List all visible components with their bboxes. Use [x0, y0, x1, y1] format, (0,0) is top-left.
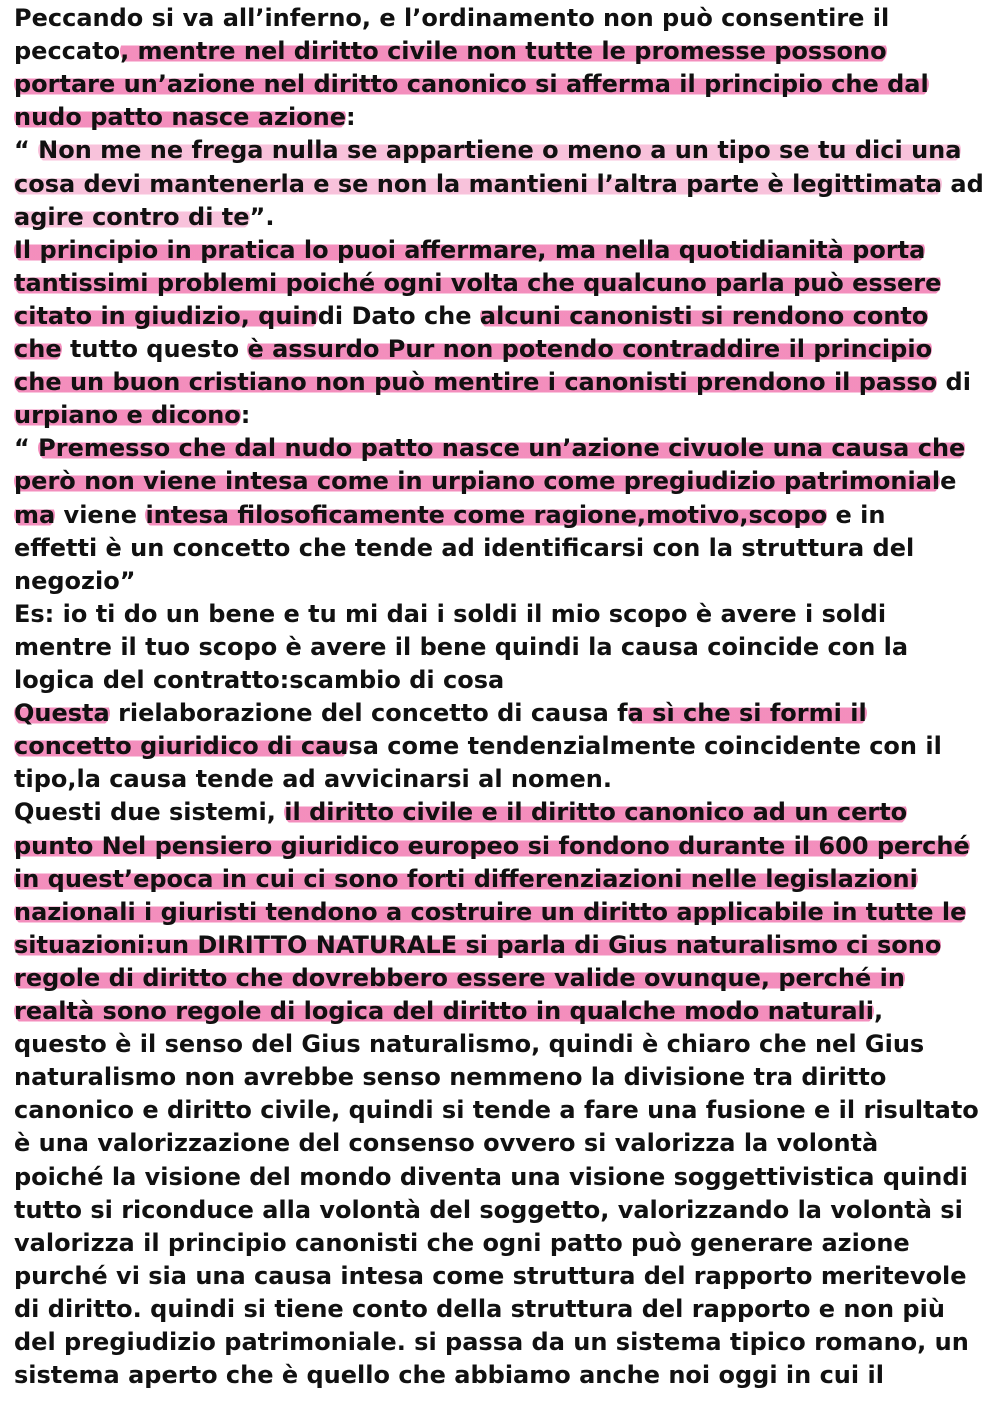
text-segment: valorizza il principio canonisti che ogni patto può generare azione	[14, 1228, 910, 1257]
text-line	[14, 1161, 968, 1194]
text-line	[14, 101, 356, 134]
text-line	[14, 1227, 910, 1260]
text-line	[14, 1326, 969, 1359]
highlighted-text: citato in giudizio, quin	[14, 301, 318, 330]
text-segment: sa come tendenzialmente coincidente con il	[348, 732, 942, 761]
highlighted-text: che un buon cristiano non può mentire i canonisti prendono il passo	[14, 368, 938, 397]
highlighted-text: urpiano e dicono	[14, 401, 241, 430]
text-segment: di diritto. quindi si tiene conto della struttura del rapporto e non più	[14, 1294, 945, 1323]
text-segment: viene	[55, 500, 146, 529]
text-segment: purché vi sia una causa intesa come struttura del rapporto meritevole	[14, 1261, 967, 1290]
text-segment: “	[14, 136, 39, 165]
text-segment: Es: io ti do un bene e tu mi dai i soldi il mio scopo è avere i soldi	[14, 599, 887, 628]
highlighted-text: cosa devi mantenerla e se non la mantieni l’altra parte è legittimata	[14, 169, 943, 198]
text-segment: di	[937, 368, 971, 397]
text-segment: negozio”	[14, 566, 136, 595]
highlighted-text: realtà sono regole di logica del diritto in qualche modo naturali	[14, 997, 875, 1025]
text-segment: tutto questo	[61, 335, 248, 363]
highlighted-text: ma	[14, 500, 56, 529]
text-line	[14, 1359, 884, 1392]
text-segment: :	[346, 103, 356, 132]
text-line	[14, 35, 887, 68]
highlighted-text: nazionali i giuristi tendono a costruire un diritto applicabile in tutte le	[14, 897, 967, 926]
text-segment: peccato	[14, 37, 121, 66]
text-line	[14, 896, 966, 929]
text-line	[14, 68, 929, 101]
text-line	[14, 168, 984, 201]
text-line	[14, 1260, 967, 1293]
text-line	[14, 995, 883, 1028]
text-line	[14, 598, 886, 631]
highlighted-text: , mentre nel diritto civile non tutte le promesse possono	[120, 37, 887, 66]
highlighted-text: però non viene intesa come in urpiano come pregiudizio patrimonial	[14, 467, 941, 496]
highlighted-text: situazioni:un DIRITTO NATURALE si parla di Gius naturalismo ci sono	[14, 930, 942, 959]
highlighted-text: intesa filosoficamente come ragione,motivo,scopo	[145, 500, 828, 529]
text-line	[14, 863, 918, 896]
text-line	[14, 399, 250, 432]
highlighted-text: Il principio in pratica lo puoi affermare, ma nella quotidianità porta	[14, 235, 926, 264]
text-segment: mentre il tuo scopo è avere il bene quindi la causa coincide con la	[14, 632, 909, 661]
highlighted-text: alcuni canonisti si rendono conto	[479, 301, 929, 330]
text-line	[14, 962, 905, 995]
text-line	[14, 1028, 924, 1061]
text-segment: tipo,la causa tende ad avvicinarsi al nomen.	[14, 765, 612, 794]
text-segment: questo è il senso del Gius naturalismo, quindi è chiaro che nel Gius	[14, 1030, 925, 1059]
text-line	[14, 366, 971, 399]
text-line	[14, 929, 941, 962]
highlighted-text: concetto giuridico di cau	[14, 732, 349, 761]
text-segment: e	[940, 467, 957, 496]
text-line	[14, 830, 970, 863]
text-line	[14, 664, 504, 697]
text-line	[14, 631, 908, 664]
text-line	[14, 333, 932, 366]
highlighted-text: nudo patto nasce azione	[14, 103, 347, 132]
text-line	[14, 1293, 945, 1326]
highlighted-text: tantissimi problemi poiché ogni volta che qualcuno parla può essere	[14, 268, 942, 297]
highlighted-text: Premesso che dal nudo patto nasce un’azione civuole una causa che	[38, 434, 966, 463]
highlighted-text: il diritto civile e il diritto canonico ad un certo	[284, 798, 908, 827]
text-segment: di Dato che	[317, 301, 480, 330]
text-segment: canonico e diritto civile, quindi si tende a fare una fusione e il risultato	[14, 1096, 979, 1125]
highlighted-text: che	[14, 335, 62, 363]
text-segment: del pregiudizio patrimoniale. si passa da un sistema tipico romano, un	[14, 1328, 969, 1356]
text-line	[14, 201, 274, 234]
text-line	[14, 432, 965, 465]
text-line	[14, 1127, 878, 1160]
text-segment: poiché la visione del mondo diventa una visione soggettivistica quindi	[14, 1162, 968, 1191]
text-line	[14, 565, 136, 598]
text-segment: ad	[942, 169, 984, 198]
highlighted-text: portare un’azione nel diritto canonico si afferma il principio che dal	[14, 70, 929, 99]
text-line	[14, 465, 956, 498]
text-line	[14, 499, 886, 532]
highlighted-text: agire contro di te	[14, 202, 250, 231]
text-segment: ,	[874, 997, 884, 1025]
text-line	[14, 796, 907, 829]
text-segment: rielaborazione del concetto di causa f	[109, 699, 628, 728]
text-line	[14, 234, 925, 267]
text-segment: e in	[827, 500, 886, 529]
text-line	[14, 300, 928, 333]
text-line	[14, 532, 914, 565]
text-line	[14, 763, 612, 796]
text-segment: sistema aperto che è quello che abbiamo anche noi oggi in cui il	[14, 1361, 884, 1390]
text-segment: Questi due sistemi,	[14, 798, 285, 827]
text-line	[14, 1094, 979, 1127]
text-segment: logica del contratto:scambio di cosa	[14, 666, 505, 694]
text-segment: tutto si riconduce alla volontà del soggetto, valorizzando la volontà si	[14, 1195, 963, 1224]
text-line	[14, 267, 941, 300]
text-line	[14, 697, 867, 730]
text-segment: ”.	[249, 202, 275, 231]
text-segment: è una valorizzazione del consenso ovvero si valorizza la volontà	[14, 1129, 879, 1158]
highlighted-text: regole di diritto che dovrebbero essere valide ovunque, perché in	[14, 963, 905, 992]
text-line	[14, 134, 961, 167]
text-segment: :	[240, 401, 251, 430]
text-line	[14, 1061, 886, 1094]
text-line	[14, 1194, 963, 1227]
highlighted-text: Non me ne frega nulla se appartiene o meno a un tipo se tu dici una	[38, 136, 962, 165]
text-segment: Peccando si va all’inferno, e l’ordinamento non può consentire il	[14, 4, 890, 32]
text-segment: “	[14, 434, 39, 463]
highlighted-text: a sì che si formi il	[627, 699, 867, 728]
highlighted-text: è assurdo Pur non potendo contraddire il principio	[247, 335, 933, 363]
text-segment: naturalismo non avrebbe senso nemmeno la divisione tra diritto	[14, 1063, 887, 1092]
text-line	[14, 730, 942, 763]
highlighted-text: Questa	[14, 699, 110, 728]
text-segment: effetti è un concetto che tende ad identificarsi con la struttura del	[14, 533, 915, 562]
highlighted-text: punto Nel pensiero giuridico europeo si fondono durante il 600 perché	[14, 831, 970, 860]
text-line	[14, 2, 889, 35]
highlighted-text: in quest’epoca in cui ci sono forti differenziazioni nelle legislazioni	[14, 864, 918, 893]
